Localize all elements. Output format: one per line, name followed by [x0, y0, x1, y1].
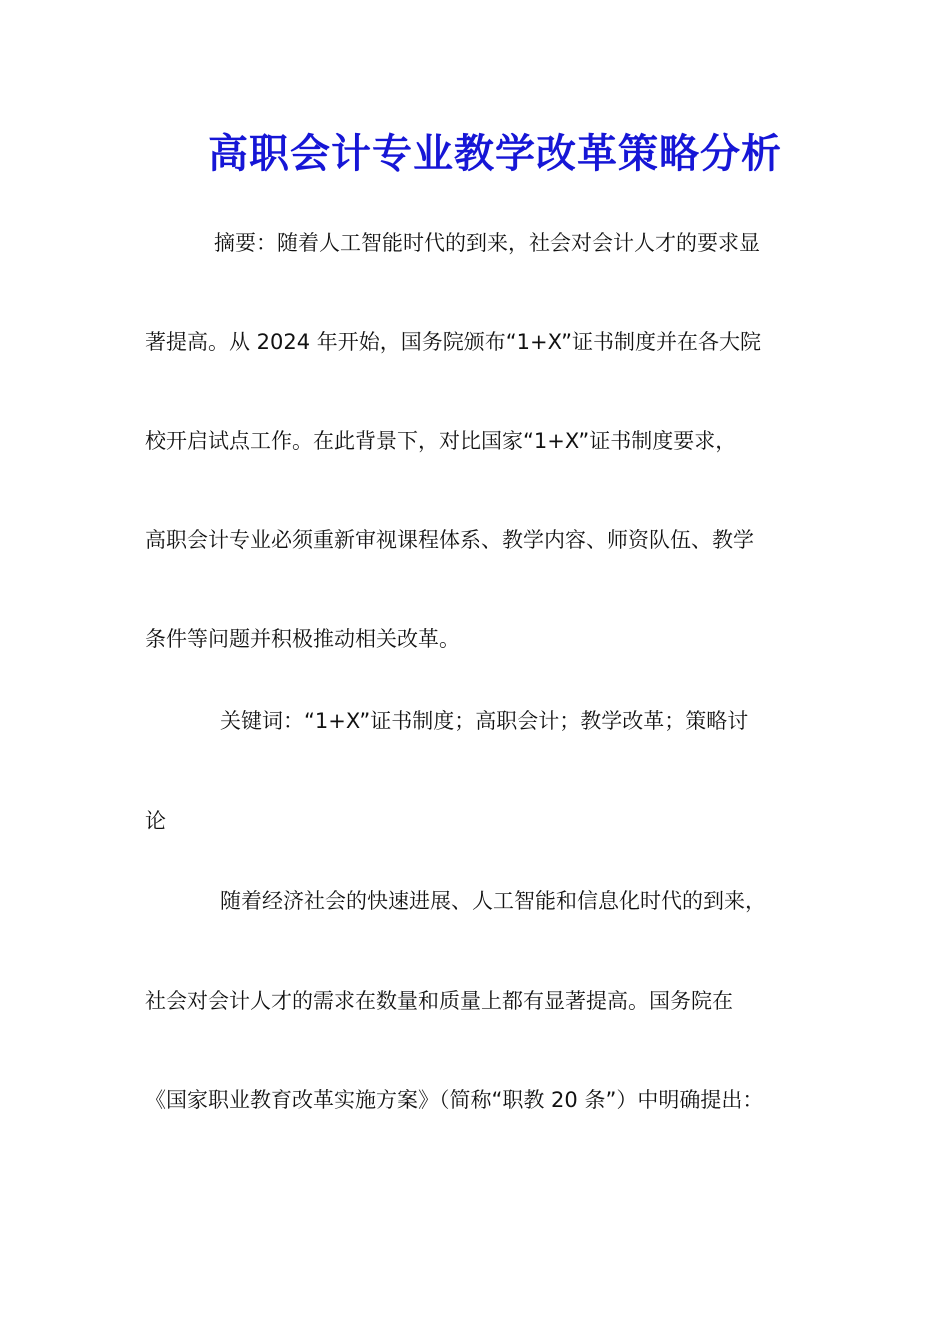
document-title: 高职会计专业教学改革策略分析: [208, 130, 782, 177]
keywords-line-2: 论: [145, 809, 166, 833]
abstract-line-4: 高职会计专业必须重新审视课程体系、教学内容、师资队伍、教学: [145, 528, 754, 552]
keywords-line-1: 关键词：“1+X”证书制度；高职会计；教学改革；策略讨: [220, 709, 749, 733]
abstract-line-1: 摘要：随着人工智能时代的到来，社会对会计人才的要求显: [214, 231, 760, 255]
body-line-2: 社会对会计人才的需求在数量和质量上都有显著提高。国务院在: [145, 989, 733, 1013]
abstract-line-2: 著提高。从 2024 年开始，国务院颁布“1+X”证书制度并在各大院: [145, 330, 762, 354]
abstract-line-3: 校开启试点工作。在此背景下，对比国家“1+X”证书制度要求，: [145, 429, 737, 453]
body-line-3: 《国家职业教育改革实施方案》（简称“职教 20 条”）中明确提出：: [145, 1088, 764, 1112]
body-line-1: 随着经济社会的快速进展、人工智能和信息化时代的到来，: [220, 889, 766, 913]
abstract-line-5: 条件等问题并积极推动相关改革。: [145, 627, 460, 651]
